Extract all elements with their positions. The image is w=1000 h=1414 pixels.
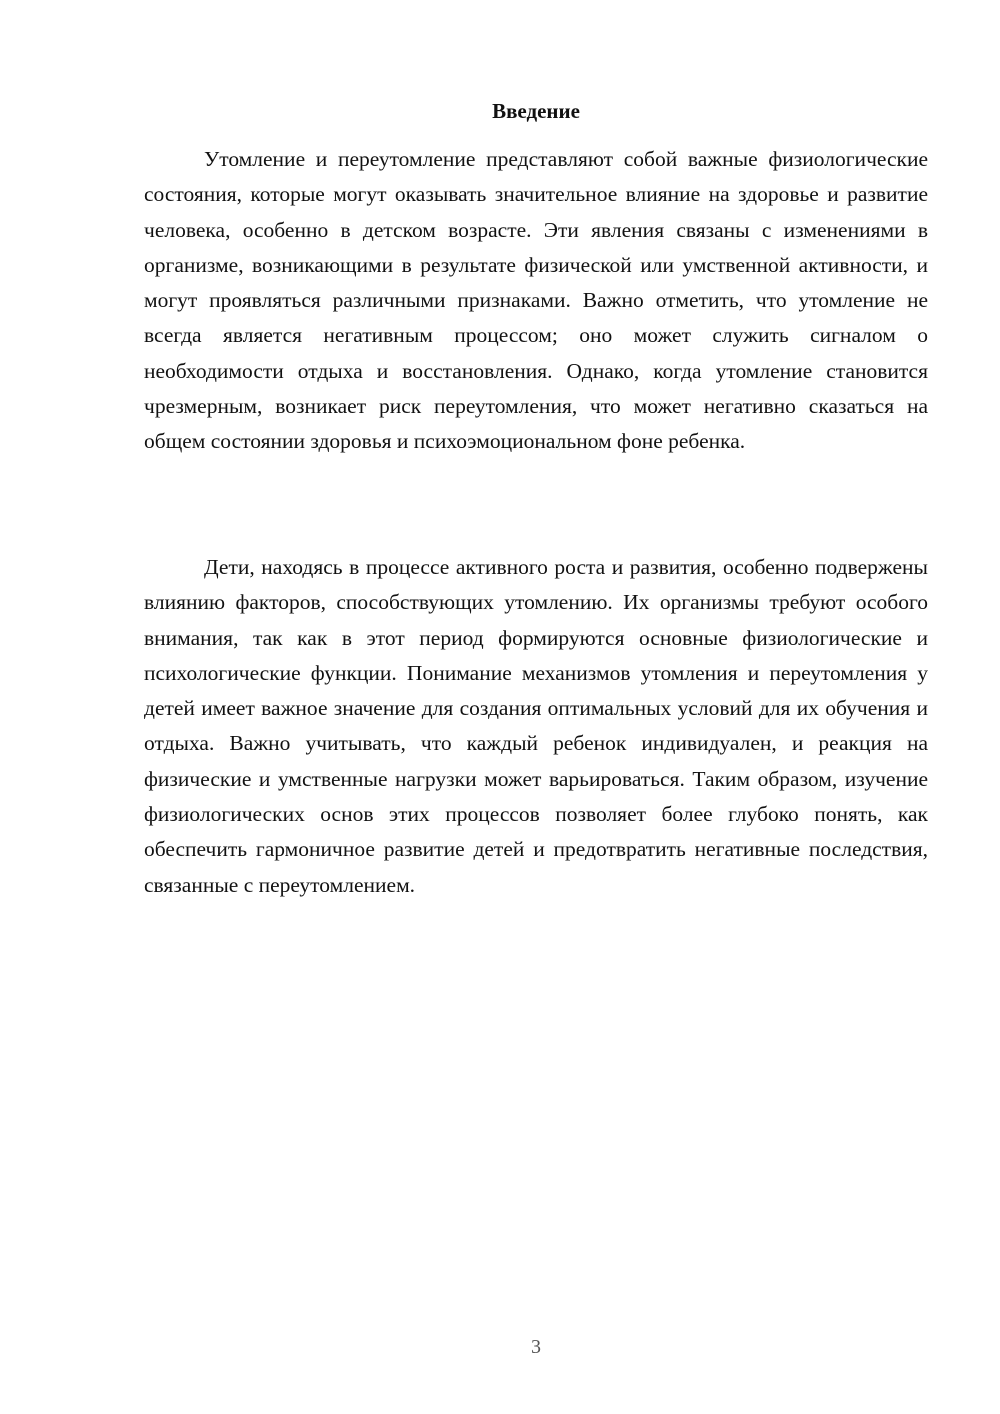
page-number: 3: [531, 1336, 541, 1358]
section-heading: Введение: [492, 99, 580, 123]
paragraph-1: Утомление и переутомление представляют собой важные физиологические состояния, которые могут оказывать значительное влияние на здоровье и развитие человека, особенно в детском возрасте. Эти явления связаны с изменениями в организме, возникающими в результате физической или умственной активности, и могут проявляться различными признаками. Важно отметить, что утомление не всегда является негативным процессом; оно может служить сигналом о необходимости отдыха и восстановления. Однако, когда утомление становится чрезмерным, возникает риск переутомления, что может негативно сказаться на общем состоянии здоровья и психоэмоциональном фоне ребенка.: [144, 147, 928, 454]
paragraph-2: Дети, находясь в процессе активного роста и развития, особенно подвержены влиянию факторов, способствующих утомлению. Их организмы требуют особого внимания, так как в этот период формируются основные физиологические и психологические функции. Понимание механизмов утомления и переутомления у детей имеет важное значение для создания оптимальных условий для их обучения и отдыха. Важно учитывать, что каждый ребенок индивидуален, и реакция на физические и умственные нагрузки может варьироваться. Таким образом, изучение физиологических основ этих процессов позволяет более глубоко понять, как обеспечить гармоничное развитие детей и предотвратить негативные последствия, связанные с переутомлением.: [144, 555, 928, 897]
